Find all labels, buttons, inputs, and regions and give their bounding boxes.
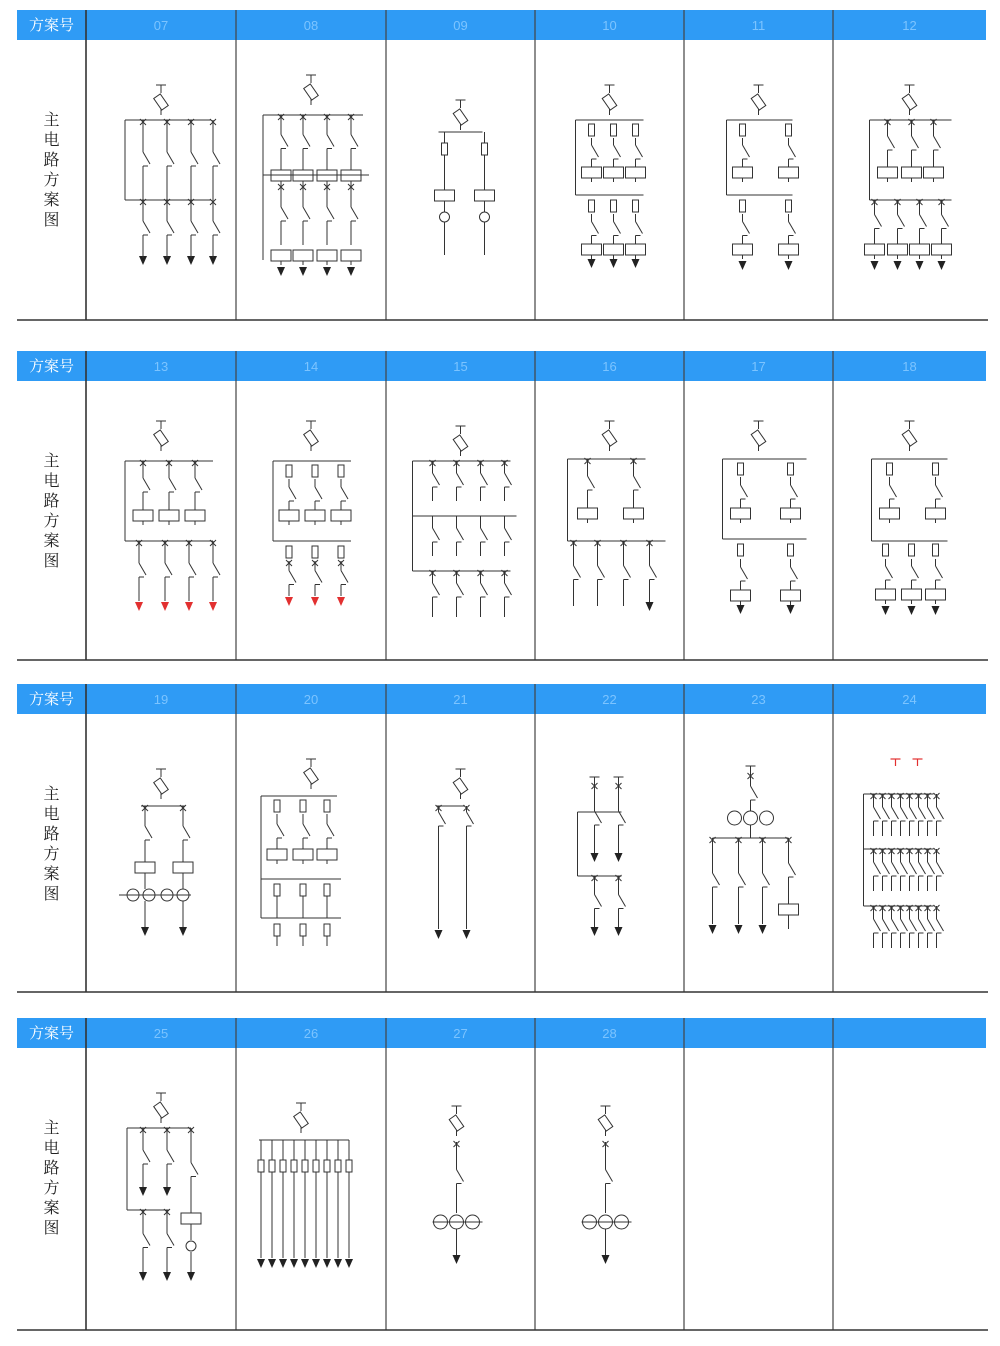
header-label: 方案号 bbox=[28, 690, 75, 708]
scheme-number: 07 bbox=[153, 18, 169, 33]
scheme-number: 27 bbox=[453, 1026, 468, 1041]
side-label: 主电路方案图 bbox=[43, 110, 60, 229]
scheme-number: 16 bbox=[602, 359, 617, 374]
circuit-diagram-14 bbox=[273, 421, 351, 606]
side-label: 主电路方案图 bbox=[43, 451, 60, 570]
circuit-diagram-10 bbox=[576, 85, 646, 268]
scheme-section bbox=[17, 1018, 988, 1330]
circuit-diagram-15 bbox=[413, 426, 517, 617]
scheme-section bbox=[17, 351, 988, 660]
header-label: 方案号 bbox=[28, 16, 75, 34]
circuit-diagram-19 bbox=[119, 769, 193, 936]
scheme-number: 23 bbox=[751, 692, 766, 707]
scheme-number: 21 bbox=[453, 692, 468, 707]
circuit-diagram-17 bbox=[723, 421, 807, 614]
scheme-number: 25 bbox=[153, 1026, 169, 1041]
circuit-diagram-13 bbox=[125, 421, 220, 611]
scheme-number: 28 bbox=[602, 1026, 617, 1041]
circuit-diagram-09 bbox=[435, 100, 495, 255]
circuit-diagram-26 bbox=[257, 1103, 353, 1268]
circuit-diagram-22 bbox=[578, 777, 626, 936]
scheme-number: 08 bbox=[303, 18, 319, 33]
side-label: 主电路方案图 bbox=[43, 784, 60, 903]
circuit-diagram-08 bbox=[263, 75, 369, 276]
scheme-number: 09 bbox=[453, 18, 468, 33]
scheme-number: 13 bbox=[153, 359, 169, 374]
scheme-number: 15 bbox=[453, 359, 468, 374]
circuit-diagram-23 bbox=[709, 766, 799, 934]
scheme-section bbox=[17, 10, 988, 320]
circuit-diagram-28 bbox=[582, 1106, 632, 1264]
scheme-number: 19 bbox=[153, 692, 169, 707]
circuit-diagram-24 bbox=[864, 759, 944, 948]
scheme-number: 12 bbox=[902, 18, 917, 33]
scheme-number: 24 bbox=[902, 692, 917, 707]
scheme-number: 26 bbox=[303, 1026, 319, 1041]
side-label: 主电路方案图 bbox=[43, 1118, 60, 1237]
scheme-number: 10 bbox=[602, 18, 617, 33]
circuit-diagram-27 bbox=[433, 1106, 483, 1264]
circuit-diagram-20 bbox=[261, 759, 341, 946]
scheme-number: 20 bbox=[303, 692, 319, 707]
circuit-diagram-11 bbox=[727, 85, 799, 270]
circuit-diagram-18 bbox=[872, 421, 948, 615]
scheme-section bbox=[17, 684, 988, 992]
scheme-number: 14 bbox=[303, 359, 319, 374]
circuit-diagram-25 bbox=[127, 1093, 201, 1281]
header-label: 方案号 bbox=[28, 357, 75, 375]
scheme-number: 17 bbox=[751, 359, 766, 374]
circuit-diagram-16 bbox=[568, 421, 666, 611]
circuit-diagram-12 bbox=[865, 85, 952, 270]
circuit-diagram-21 bbox=[435, 769, 474, 939]
header-label: 方案号 bbox=[28, 1024, 75, 1042]
scheme-number: 22 bbox=[602, 692, 617, 707]
scheme-number: 11 bbox=[751, 18, 766, 33]
circuit-diagram-07 bbox=[125, 85, 220, 265]
scheme-number: 18 bbox=[902, 359, 917, 374]
